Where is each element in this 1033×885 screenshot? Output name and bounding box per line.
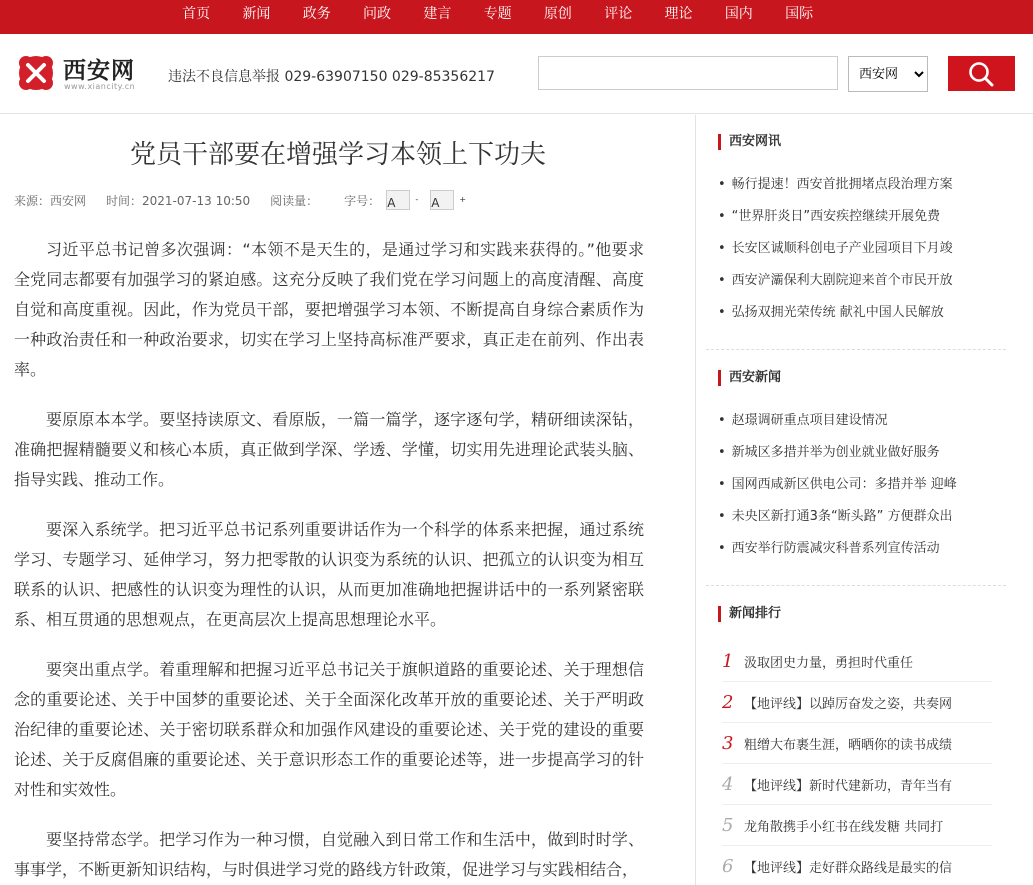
article-paragraph: 要深入系统学。把习近平总书记系列重要讲话作为一个科学的体系来把握，通过系统学习、专题学习、延伸学习，努力把零散的认识变为系统的认识、把孤立的认识变为相互联系的认识、把感性的认识变为理性的认识，从而更加准确地把握讲话中的一系列紧密联系、相互贯通的思想观点，在更高层次上提高思想理论水平。 [14,520,644,629]
font-smaller-label: A [387,196,396,210]
nav-item-domestic[interactable]: 国内 [724,6,753,22]
list-item[interactable]: • 新城区多措并举为创业就业做好服务 [718,441,998,473]
ranking-item[interactable] [722,805,992,846]
list-item[interactable]: • 畅行提速！西安首批拥堵点段治理方案 [718,173,998,205]
ranking-title: 【地评线】以踔厉奋发之姿，共奏网 [744,696,953,712]
font-larger-button[interactable]: A + [430,190,454,210]
search-button[interactable] [948,56,1015,91]
font-size-label: 字号： [344,193,381,208]
rank-number: 5 [722,814,734,836]
nav-item-inquiry[interactable]: 问政 [363,6,392,22]
search-input[interactable] [538,56,838,90]
list-item[interactable]: • “世界肝炎日”西安疾控继续开展免费 [718,205,998,237]
nav-item-suggestion[interactable]: 建言 [423,6,452,22]
rank-number: 1 [722,650,734,672]
font-larger-label: A [431,196,440,210]
site-logo[interactable] [17,52,157,96]
section-title-news-ranking: 新闻排行 [718,606,781,622]
ranking-title: 龙角散携手小红书在线发糖 共同打 [744,819,944,835]
ranking-title: 粗缯大布裹生涯，晒晒你的读书成绩 [744,737,953,753]
column-divider [695,115,696,885]
article-paragraph: 要原原本本学。要坚持读原文、看原版，一篇一篇学，逐字逐句学，精研细读深钻，准确把握精髓要义和核心本质，真正做到学深、学透、学懂，切实用先进理论武装头脑、指导实践、推动工作。 [14,410,644,489]
ranking-item[interactable] [722,846,992,885]
list-item[interactable]: • 西安举行防震减灾科普系列宣传活动 [718,537,998,569]
logo-url: www.xiancity.cn [64,82,136,91]
logo-text: 西安网 [63,58,135,84]
site-header [0,34,1033,114]
nav-item-original[interactable]: 原创 [543,6,572,22]
list-item[interactable]: • 长安区诚顺科创电子产业园项目下月竣 [718,237,998,269]
section-title-xian-express: 西安网讯 [718,134,781,150]
ranking-title: 【地评线】新时代建新功，青年当有 [744,778,953,794]
report-hotline: 违法不良信息举报 029-63907150 029-85356217 [168,69,495,85]
top-nav-bar [0,0,1033,34]
ranking-title: 汲取团史力量，勇担时代重任 [744,655,914,671]
article-body [14,235,644,885]
rank-number: 6 [722,855,734,877]
article-meta [14,190,474,210]
xian-news-list [718,409,998,569]
article-paragraph: 习近平总书记曾多次强调：“本领不是天生的，是通过学习和实践来获得的。”他要求全党同志都要有加强学习的紧迫感。这充分反映了我们党在学习问题上的高度清醒、高度自觉和高度重视。因此，作为党员干部，要把增强学习本领、不断提高自身综合素质作为一种政治责任和一种政治要求，切实在学习上坚持高标准严要求，真正走在前列、作出表率。 [14,240,644,379]
article-paragraph: 要坚持常态学。把学习作为一种习惯，自觉融入到日常工作和生活中，做到时时学、事事学，不断更新知识结构，与时俱进学习党的路线方针政策，促进学习与实践相结合， [14,830,644,879]
nav-item-theory[interactable]: 理论 [664,6,693,22]
search-scope-select[interactable] [848,56,928,92]
article-paragraph: 要突出重点学。着重理解和把握习近平总书记关于旗帜道路的重要论述、关于理想信念的重要论述、关于中国梦的重要论述、关于全面深化改革开放的重要论述、关于严明政治纪律的重要论述、关于密切联系群众和加强作风建设的重要论述、关于党的建设的重要论述、关于反腐倡廉的重要论述、关于意识形态工作的重要论述等，进一步提高学习的针对性和实效性。 [14,660,644,799]
article-time: 时间：2021-07-13 10:50 [106,193,251,208]
nav-item-news[interactable]: 新闻 [242,6,271,22]
article-source: 来源：西安网 [14,193,87,208]
ranking-item[interactable] [722,723,992,764]
list-item[interactable]: • 西安浐灞保利大剧院迎来首个市民开放 [718,269,998,301]
nav-item-government[interactable]: 政务 [302,6,331,22]
logo-icon [17,54,55,92]
list-item[interactable]: • 国网西咸新区供电公司：多措并举 迎峰 [718,473,998,505]
section-divider [706,585,1006,586]
top-nav-list [166,0,829,34]
news-ranking-list [722,641,992,885]
nav-item-comment[interactable]: 评论 [604,6,633,22]
list-item[interactable]: • 赵璟调研重点项目建设情况 [718,409,998,441]
list-item[interactable]: • 未央区新打通3条“断头路” 方便群众出 [718,505,998,537]
ranking-item[interactable] [722,682,992,723]
rank-number: 4 [722,773,734,795]
nav-item-international[interactable]: 国际 [785,6,814,22]
list-item[interactable]: • 弘扬双拥光荣传统 献礼中国人民解放 [718,301,998,333]
font-smaller-button[interactable]: A - [386,190,410,210]
xian-express-list [718,173,998,333]
rank-number: 3 [722,732,734,754]
article-title: 党员干部要在增强学习本领上下功夫 [129,140,546,170]
search-icon [968,61,994,87]
rank-number: 2 [722,691,734,713]
article-read-count: 阅读量： [270,193,319,208]
nav-item-home[interactable]: 首页 [182,6,211,22]
section-divider [706,349,1006,350]
ranking-title: 【地评线】走好群众路线是最实的信 [744,860,953,876]
section-title-xian-news: 西安新闻 [718,370,781,386]
ranking-item[interactable] [722,641,992,682]
nav-item-topics[interactable]: 专题 [483,6,512,22]
ranking-item[interactable] [722,764,992,805]
